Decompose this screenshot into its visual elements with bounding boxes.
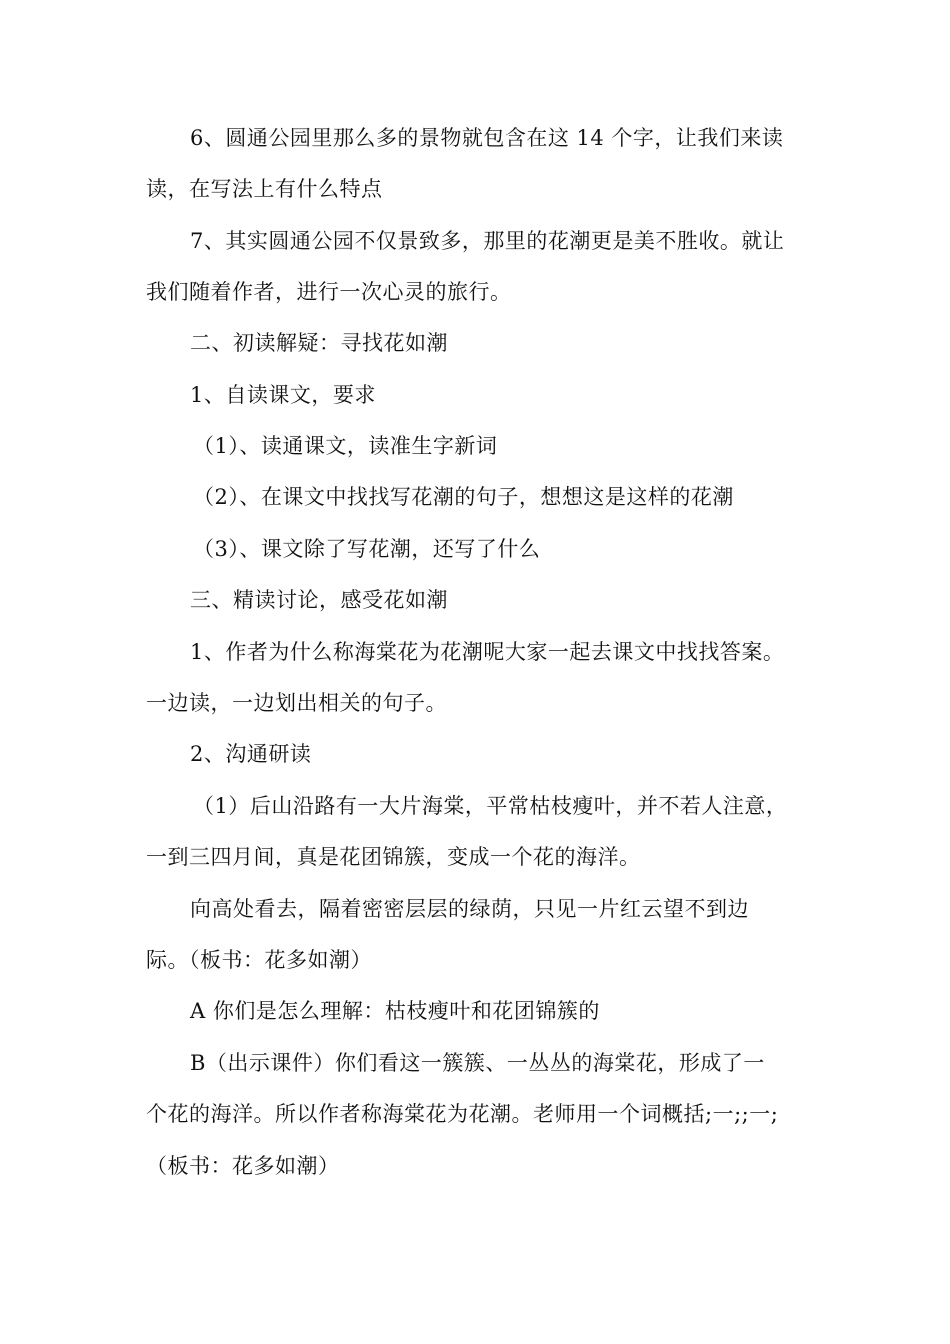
- list-item: （2）、在课文中找找写花潮的句子，想想这是这样的花潮: [193, 485, 734, 509]
- text-line: 一边读，一边划出相关的句子。: [146, 691, 447, 715]
- text-line: （板书：花多如潮）: [146, 1154, 340, 1178]
- text-line: 6、圆通公园里那么多的景物就包含在这 14 个字，让我们来读: [190, 126, 784, 150]
- text-line: B（出示课件）你们看这一簇簇、一丛丛的海棠花，形成了一: [190, 1051, 765, 1075]
- text-line: （1）后山沿路有一大片海棠，平常枯枝瘦叶，并不若人注意，: [193, 794, 788, 818]
- text-line: 2、沟通研读: [190, 742, 312, 766]
- text-line: 我们随着作者，进行一次心灵的旅行。: [146, 280, 512, 304]
- text-line: 个花的海洋。所以作者称海棠花为花潮。老师用一个词概括;一;;一;: [146, 1102, 779, 1126]
- list-item: （1）、读通课文，读准生字新词: [193, 434, 498, 458]
- section-heading: 三、精读讨论，感受花如潮: [190, 588, 448, 612]
- text-line: 读，在写法上有什么特点: [146, 177, 383, 201]
- text-line: 7、其实圆通公园不仅景致多，那里的花潮更是美不胜收。就让: [190, 229, 785, 253]
- text-line: 际。（板书：花多如潮）: [146, 948, 372, 972]
- text-line: 一到三四月间，真是花团锦簇，变成一个花的海洋。: [146, 845, 641, 869]
- text-line: A 你们是怎么理解：枯枝瘦叶和花团锦簇的: [190, 999, 600, 1023]
- text-line: 向高处看去，隔着密密层层的绿荫，只见一片红云望不到边: [190, 897, 749, 921]
- section-heading: 二、初读解疑：寻找花如潮: [190, 331, 448, 355]
- list-item: （3）、课文除了写花潮，还写了什么: [193, 537, 541, 561]
- text-line: 1、作者为什么称海棠花为花潮呢大家一起去课文中找找答案。: [190, 640, 785, 664]
- text-line: 1、自读课文，要求: [190, 383, 376, 407]
